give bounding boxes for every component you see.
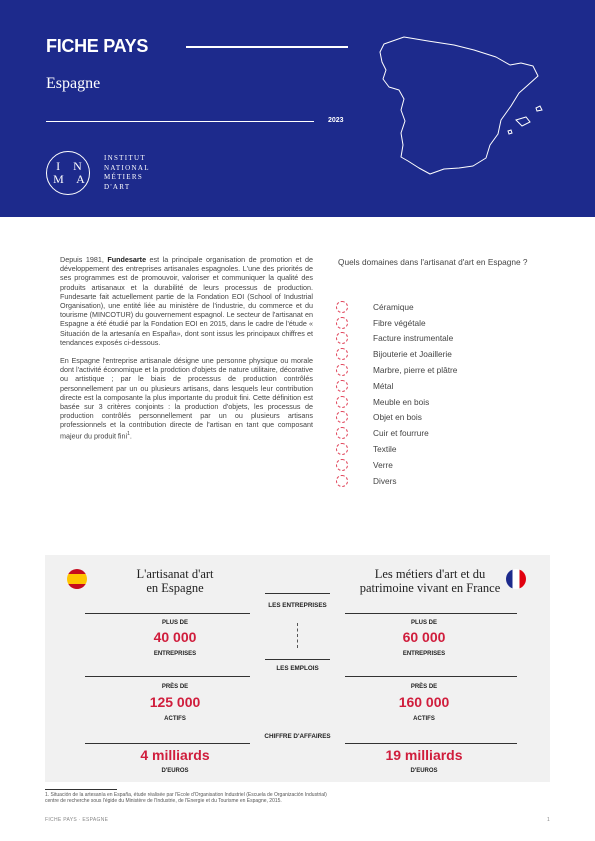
domain-label: Bijouterie et Joaillerie <box>373 349 452 360</box>
stat-unit: D'EUROS <box>161 768 189 774</box>
list-item <box>336 315 457 331</box>
fundesarte-name: Fundesarte <box>107 255 147 264</box>
section-top-rule <box>265 593 330 594</box>
page-number: 1 <box>547 817 550 823</box>
domain-icon <box>336 332 348 344</box>
domain-icon <box>336 427 348 439</box>
spain-map-icon <box>370 30 550 185</box>
logo-line: MÉTIERS <box>104 173 144 181</box>
section-rule-right <box>345 676 517 677</box>
domains-question: Quels domaines dans l'artisanat d'art en Espagne ? <box>338 257 528 267</box>
domain-icon <box>336 301 348 313</box>
stat-prefix: PRÈS DE <box>410 684 438 690</box>
stat-unit: ACTIFS <box>164 716 186 722</box>
list-item <box>336 362 457 378</box>
domain-icon <box>336 380 348 392</box>
list-item <box>336 346 457 362</box>
stat-unit: ENTREPRISES <box>402 651 446 657</box>
logo-line: INSTITUT <box>104 154 146 162</box>
domain-label: Marbre, pierre et plâtre <box>373 365 458 376</box>
footnote-ref: 1 <box>127 430 130 437</box>
france-heading-line: Les métiers d'art et du <box>374 567 486 581</box>
stat-value: 60 000 <box>402 629 446 645</box>
list-item <box>336 425 457 441</box>
section-rule-left <box>85 743 250 744</box>
spain-heading <box>100 567 250 595</box>
domain-label: Facture instrumentale <box>373 333 454 344</box>
year-label: 2023 <box>328 117 344 124</box>
domain-icon <box>336 364 348 376</box>
definition-end: . <box>129 431 132 441</box>
stat-prefix: PLUS DE <box>410 620 437 626</box>
stat-prefix: PRÈS DE <box>161 684 189 690</box>
stat-value: 160 000 <box>398 694 450 710</box>
stat-value: 125 000 <box>149 694 201 710</box>
list-item <box>336 457 457 473</box>
footnote-rule <box>45 789 117 790</box>
logo-line: NATIONAL <box>104 163 150 172</box>
intro-text <box>60 255 313 449</box>
domain-label: Cuir et fourrure <box>373 428 429 439</box>
section-rule-left <box>85 613 250 614</box>
comparison-panel <box>45 555 550 782</box>
stat-unit: ENTREPRISES <box>153 651 197 657</box>
spain-flag-icon <box>67 569 87 589</box>
domain-label: Meuble en bois <box>373 396 430 407</box>
section-rule-right <box>345 743 517 744</box>
domain-label: Textile <box>373 444 397 455</box>
country-name: Espagne <box>46 75 101 92</box>
domain-label: Objet en bois <box>373 412 422 423</box>
year-rule <box>46 121 314 122</box>
list-item <box>336 331 457 347</box>
list-item <box>336 410 457 426</box>
france-heading-line: patrimoine vivant en France <box>359 581 501 595</box>
domain-icon <box>336 475 348 487</box>
title-rule <box>186 46 348 48</box>
section-label-revenue: CHIFFRE D'AFFAIRES <box>264 733 331 740</box>
domain-label: Verre <box>373 459 393 470</box>
domain-label: Fibre végétale <box>373 317 426 328</box>
intro-paragraph-2 <box>60 356 313 440</box>
domain-label: Céramique <box>373 301 414 312</box>
section-top-rule <box>265 659 330 660</box>
section-label-jobs: LES EMPLOIS <box>276 665 319 672</box>
domain-icon <box>336 443 348 455</box>
list-item <box>336 394 457 410</box>
domain-label: Métal <box>373 380 394 391</box>
domain-icon <box>336 317 348 329</box>
spain-heading-line: L'artisanat d'art <box>136 567 214 581</box>
stat-value: 40 000 <box>153 629 197 645</box>
spain-heading-line: en Espagne <box>146 581 204 595</box>
logo-text <box>104 154 150 192</box>
stat-unit: ACTIFS <box>413 716 435 722</box>
intro-text-post: est la principale organisation de promotion et de développement des entreprises artisanales espagnoles. L'une des priorités de ses programmes est de promouvoir, valoriser et communiquer la qualité des produits artisanaux et la durabilité de leurs processus de production. Fundesarte fait actuellement partie de la Fondation EOI (School of Industrial Organisation), une entité liée au ministère de l'industrie, du commerce et du tourisme (MINCOTUR) du gouvernement espagnol. Le secteur de l'artisanat en Espagne a été étudié par la Fondation EOI en 2015, dans le cadre de l'étude « Situación de la artesanía en España», dont sont issus les principaux chiffres et tendances exposés ci-dessous. <box>60 255 313 347</box>
domain-label: Divers <box>373 475 397 486</box>
section-label-enterprises: LES ENTREPRISES <box>268 602 327 609</box>
header-banner <box>0 0 595 217</box>
domain-icon <box>336 459 348 471</box>
list-item <box>336 299 457 315</box>
definition-text: En Espagne l'entreprise artisanale désigne une personne physique ou morale dont l'activité économique et la prodction d'objets de nature utilitaire, décorative ou artistique ; par le biais de processus de production contrôlés personnellement par un ou plusieurs artisans, dans lesquels leur contribution directe est la composante la plus importante du produit fini. Cette définition est basée sur 3 critères conjoints : la production d'objets, les processus de production contrôlés personnellement par un ou plusieurs artisans professionnels et la contribution directe de l'artisan en tant que composant majeur du produit fini <box>60 356 313 441</box>
france-heading <box>350 567 510 595</box>
stat-value: 19 milliards <box>385 747 463 763</box>
page-title: FICHE PAYS <box>46 36 149 56</box>
column-divider <box>297 623 298 648</box>
inma-logo-icon <box>46 151 90 195</box>
domain-icon <box>336 396 348 408</box>
domain-icon <box>336 348 348 360</box>
logo-mark: I N M A <box>53 159 90 186</box>
stat-value: 4 milliards <box>140 747 210 763</box>
stat-prefix: PLUS DE <box>161 620 188 626</box>
list-item <box>336 378 457 394</box>
logo-line: D'ART <box>104 182 131 191</box>
list-item <box>336 441 457 457</box>
section-rule-right <box>345 613 517 614</box>
footer-label: FICHE PAYS · ESPAGNE <box>45 817 109 823</box>
stat-unit: D'EUROS <box>410 768 438 774</box>
intro-paragraph-1 <box>60 255 313 347</box>
domains-list <box>336 299 457 489</box>
footnote: 1. Situación de la artesanía en España, étude réalisée par l'Ecole d'Organisation Industriel (Escuela de Organización Industrial) centre de recherche sous l'égide du Ministère de l'Industrie, de l'Energie et du Tourisme en Espagne, 2015. <box>45 792 327 805</box>
list-item <box>336 473 457 489</box>
intro-text-pre: Depuis 1981, <box>60 255 108 264</box>
domain-icon <box>336 411 348 423</box>
section-rule-left <box>85 676 250 677</box>
